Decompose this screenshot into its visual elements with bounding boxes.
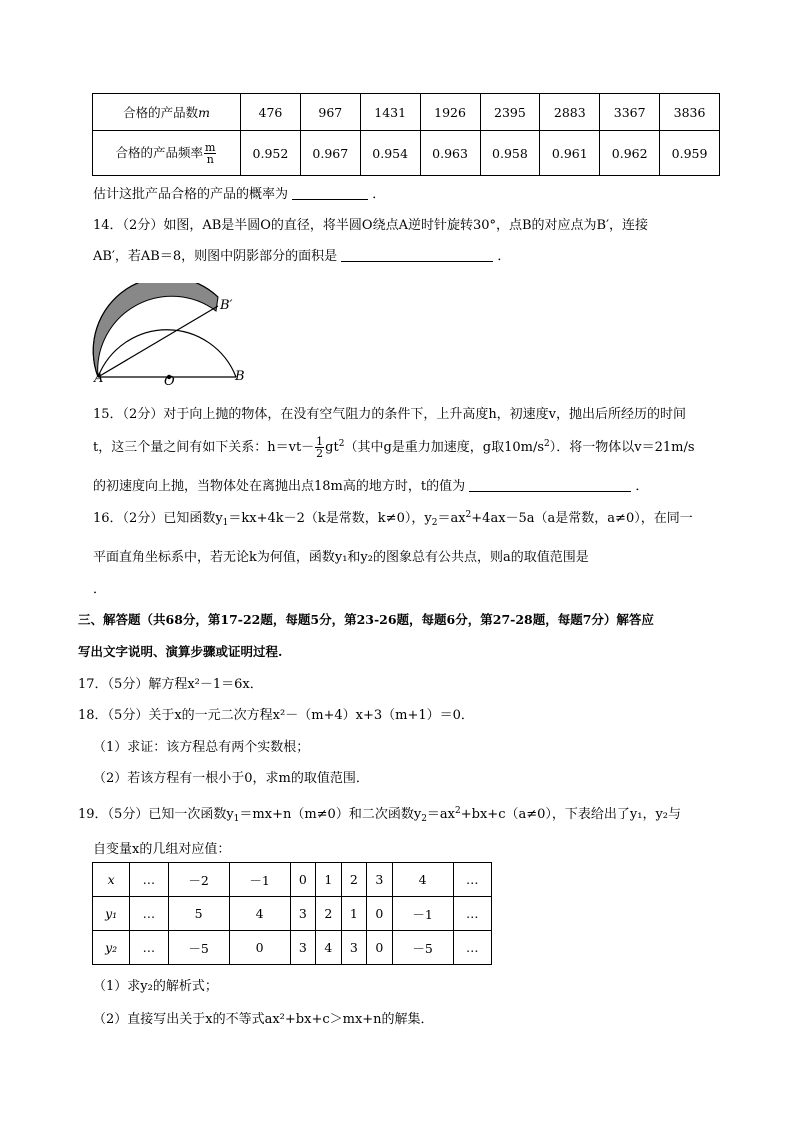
q19-line2: 自变量x的几组对应值： <box>93 842 231 857</box>
q19-cell: … <box>453 897 491 931</box>
q19-cell: … <box>130 931 168 965</box>
q13-cell: 2395 <box>480 94 540 131</box>
q15-line2: t，这三个量之间有如下关系：h＝vt－ $\frac{1}{2}$ $gt^2$（其中g是重力加速度，g取$10m/s^2$）．将一物体以v＝21m/s <box>93 435 695 460</box>
q13-row1-label: 合格的产品数m <box>93 94 241 131</box>
q19-cell: 5 <box>168 897 229 931</box>
q18-part1: （1）求证：该方程总有两个实数根； <box>93 740 310 755</box>
q13-cell: 1926 <box>420 94 480 131</box>
q19-cell: 0 <box>290 863 315 897</box>
q13-cell: 0.962 <box>600 131 660 176</box>
q13-cell: 2883 <box>540 94 600 131</box>
q18-stem: 18．（5分）关于x的一元二次方程x²－（m+4）x+3（m+1）＝0． <box>78 708 474 723</box>
q19-cell: －5 <box>392 931 453 965</box>
point-label-bprime: B′ <box>220 298 233 313</box>
q13-cell: 3367 <box>600 94 660 131</box>
q14-line1: 14．（2分）如图，AB是半圆O的直径，将半圆O绕点A逆时针旋转30°，点B的对应点为B′，连接 <box>93 218 649 233</box>
q19-cell: 3 <box>290 897 315 931</box>
q19-cell: y₁ <box>93 897 130 931</box>
q15-line1: 15．（2分）对于向上抛的物体，在没有空气阻力的条件下，上升高度h，初速度v，抛出后所经历的时间 <box>93 407 687 422</box>
answer-blank <box>469 479 631 492</box>
q19-table <box>92 862 492 965</box>
q19-cell: 0 <box>367 897 392 931</box>
q13-cell: 967 <box>300 94 360 131</box>
q16-line2: 平面直角坐标系中，若无论k为何值，函数y₁和y₂的图象总有公共点，则a的取值范围是 <box>93 550 589 565</box>
q16-line3: ． <box>93 582 107 597</box>
q13-cell: 0.958 <box>480 131 540 176</box>
q19-cell: 1 <box>341 897 366 931</box>
q19-cell: 2 <box>341 863 366 897</box>
q19-cell: 1 <box>316 863 341 897</box>
q19-cell: 0 <box>367 931 392 965</box>
fraction: $\frac{m}{n}$ <box>205 140 216 166</box>
q19-cell: … <box>130 863 168 897</box>
q17: 17．（5分）解方程x²－1＝6x． <box>78 677 263 692</box>
q13-cell: 0.952 <box>241 131 301 176</box>
q15-line3: 的初速度向上抛，当物体处在离抛出点18m高的地方时，t的值为 ． <box>93 479 649 494</box>
q19-cell: 3 <box>290 931 315 965</box>
fraction-half: $\frac{1}{2}$ <box>316 435 324 460</box>
section3-heading-cont: 写出文字说明、演算步骤或证明过程. <box>78 644 283 659</box>
q19-cell: －2 <box>168 863 229 897</box>
q19-cell: －1 <box>392 897 453 931</box>
q13-cell: 0.959 <box>660 131 720 176</box>
q19-cell: －5 <box>168 931 229 965</box>
q19-cell: 4 <box>229 897 290 931</box>
point-label-a: A <box>94 371 104 386</box>
q13-cell: 0.961 <box>540 131 600 176</box>
answer-blank <box>292 187 368 200</box>
q13-tail: 估计这批产品合格的产品的概率为 ． <box>93 187 386 202</box>
q19-cell: 4 <box>392 863 453 897</box>
q13-row2-label: 合格的产品频率 $\frac{m}{n}$ <box>93 131 241 176</box>
q13-table <box>92 93 720 176</box>
q13-cell: 0.954 <box>360 131 420 176</box>
answer-blank <box>341 249 493 262</box>
q19-cell: … <box>453 931 491 965</box>
q19-cell: 3 <box>341 931 366 965</box>
q13-cell: 3836 <box>660 94 720 131</box>
q14-line2: AB′，若AB＝8，则图中阴影部分的面积是 ． <box>93 249 511 264</box>
q19-cell: … <box>130 897 168 931</box>
q19-part2: （2）直接写出关于x的不等式ax²+bx+c＞mx+n的解集． <box>93 1012 434 1027</box>
q19-cell: … <box>453 863 491 897</box>
q18-part2: （2）若该方程有一根小于0，求m的取值范围． <box>93 771 369 786</box>
q13-cell: 1431 <box>360 94 420 131</box>
q19-line1: 19．（5分）已知一次函数$y_1=mx+n(m\ne 0)$和二次函数$y_2=ax^2+bx+c(a\ne 0)$，下表给出了y₁，y₂与 <box>78 806 681 824</box>
q13-cell: 476 <box>241 94 301 131</box>
q19-cell: 3 <box>367 863 392 897</box>
q19-part1: （1）求y₂的解析式； <box>93 979 218 994</box>
section3-heading: 三、解答题（共68分，第17-22题，每题5分，第23-26题，每题6分，第27-28题，每题7分）解答应 <box>78 612 654 627</box>
q19-cell: 4 <box>316 931 341 965</box>
point-label-o: O <box>164 374 175 389</box>
q19-cell: 0 <box>229 931 290 965</box>
q16-line1: 16．（2分）已知函数$y_1=kx+4k-2(k$是常数，k≠0），$y_2=ax^2+4ax-5a(a$是常数，a≠0），在同一 <box>93 510 693 528</box>
q13-cell: 0.967 <box>300 131 360 176</box>
q19-cell: y₂ <box>93 931 130 965</box>
point-label-b: B <box>235 369 245 384</box>
q19-cell: －1 <box>229 863 290 897</box>
q19-cell: x <box>93 863 130 897</box>
q13-cell: 0.963 <box>420 131 480 176</box>
q19-cell: 2 <box>316 897 341 931</box>
